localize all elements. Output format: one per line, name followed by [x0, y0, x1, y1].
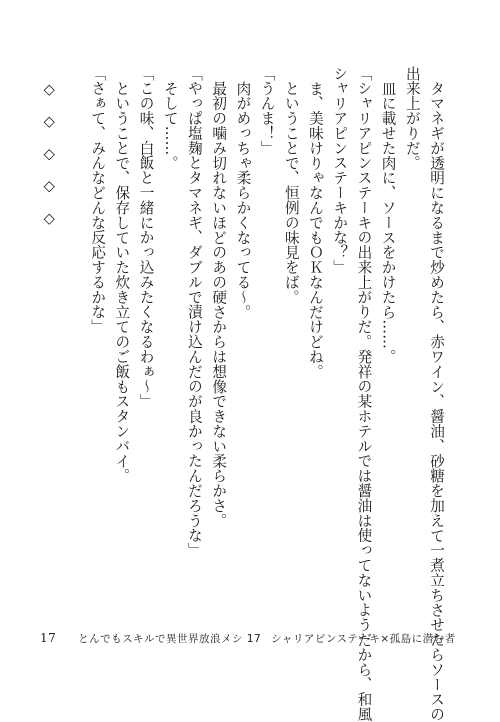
text-line: 皿に載せた肉に、ソースをかけたら……。 [379, 80, 397, 364]
text-line: そして……。 [161, 80, 179, 170]
page-number: 17 [40, 631, 57, 645]
text-line: ということで、恒例の味見をば。 [282, 80, 300, 305]
text-line: ま、美味けりゃなんでもＯＫなんだけどね。 [306, 80, 324, 379]
text-line: シャリアピンステーキかな？」 [331, 66, 349, 275]
text-line: 出来上がりだ。 [403, 66, 421, 171]
text-line: タマネギが透明になるまで炒めたら、赤ワイン、醤油、砂糖を加えて一煮立ちさせたらソースの [428, 80, 445, 722]
running-title: とんでもスキルで異世界放浪メシ 17 [78, 633, 262, 645]
text-line: 「さぁて、みんなどんな反応するかな」 [89, 66, 107, 335]
text-line: 肉がめっちゃ柔らかくなってる～。 [234, 80, 252, 319]
text-line: 最初の噛み切れないほどのあの硬さからは想像できない柔らかさ。 [210, 80, 228, 528]
chapter-subtitle: シャリアピンステーキ×孤島に潜む者 [271, 633, 456, 645]
text-line: ということで、保存していた炊き立てのご飯もスタンバイ。 [113, 80, 131, 483]
page-footer [40, 631, 456, 646]
text-line: 「やっぱ塩麹とタマネギ、ダブルで漬け込んだのが良かったんだろうな」 [185, 66, 203, 558]
section-break: ◇ ◇ ◇ ◇ ◇ [40, 80, 58, 227]
text-line: 「シャリアピンステーキの出来上がりだ。発祥の某ホテルでは醤油は使ってないようだから、和風 [355, 66, 373, 722]
text-line: 「うんま！」 [258, 66, 276, 156]
text-line: 「この味、白飯と一緒にかっ込みたくなるわぁ～」 [137, 66, 155, 409]
